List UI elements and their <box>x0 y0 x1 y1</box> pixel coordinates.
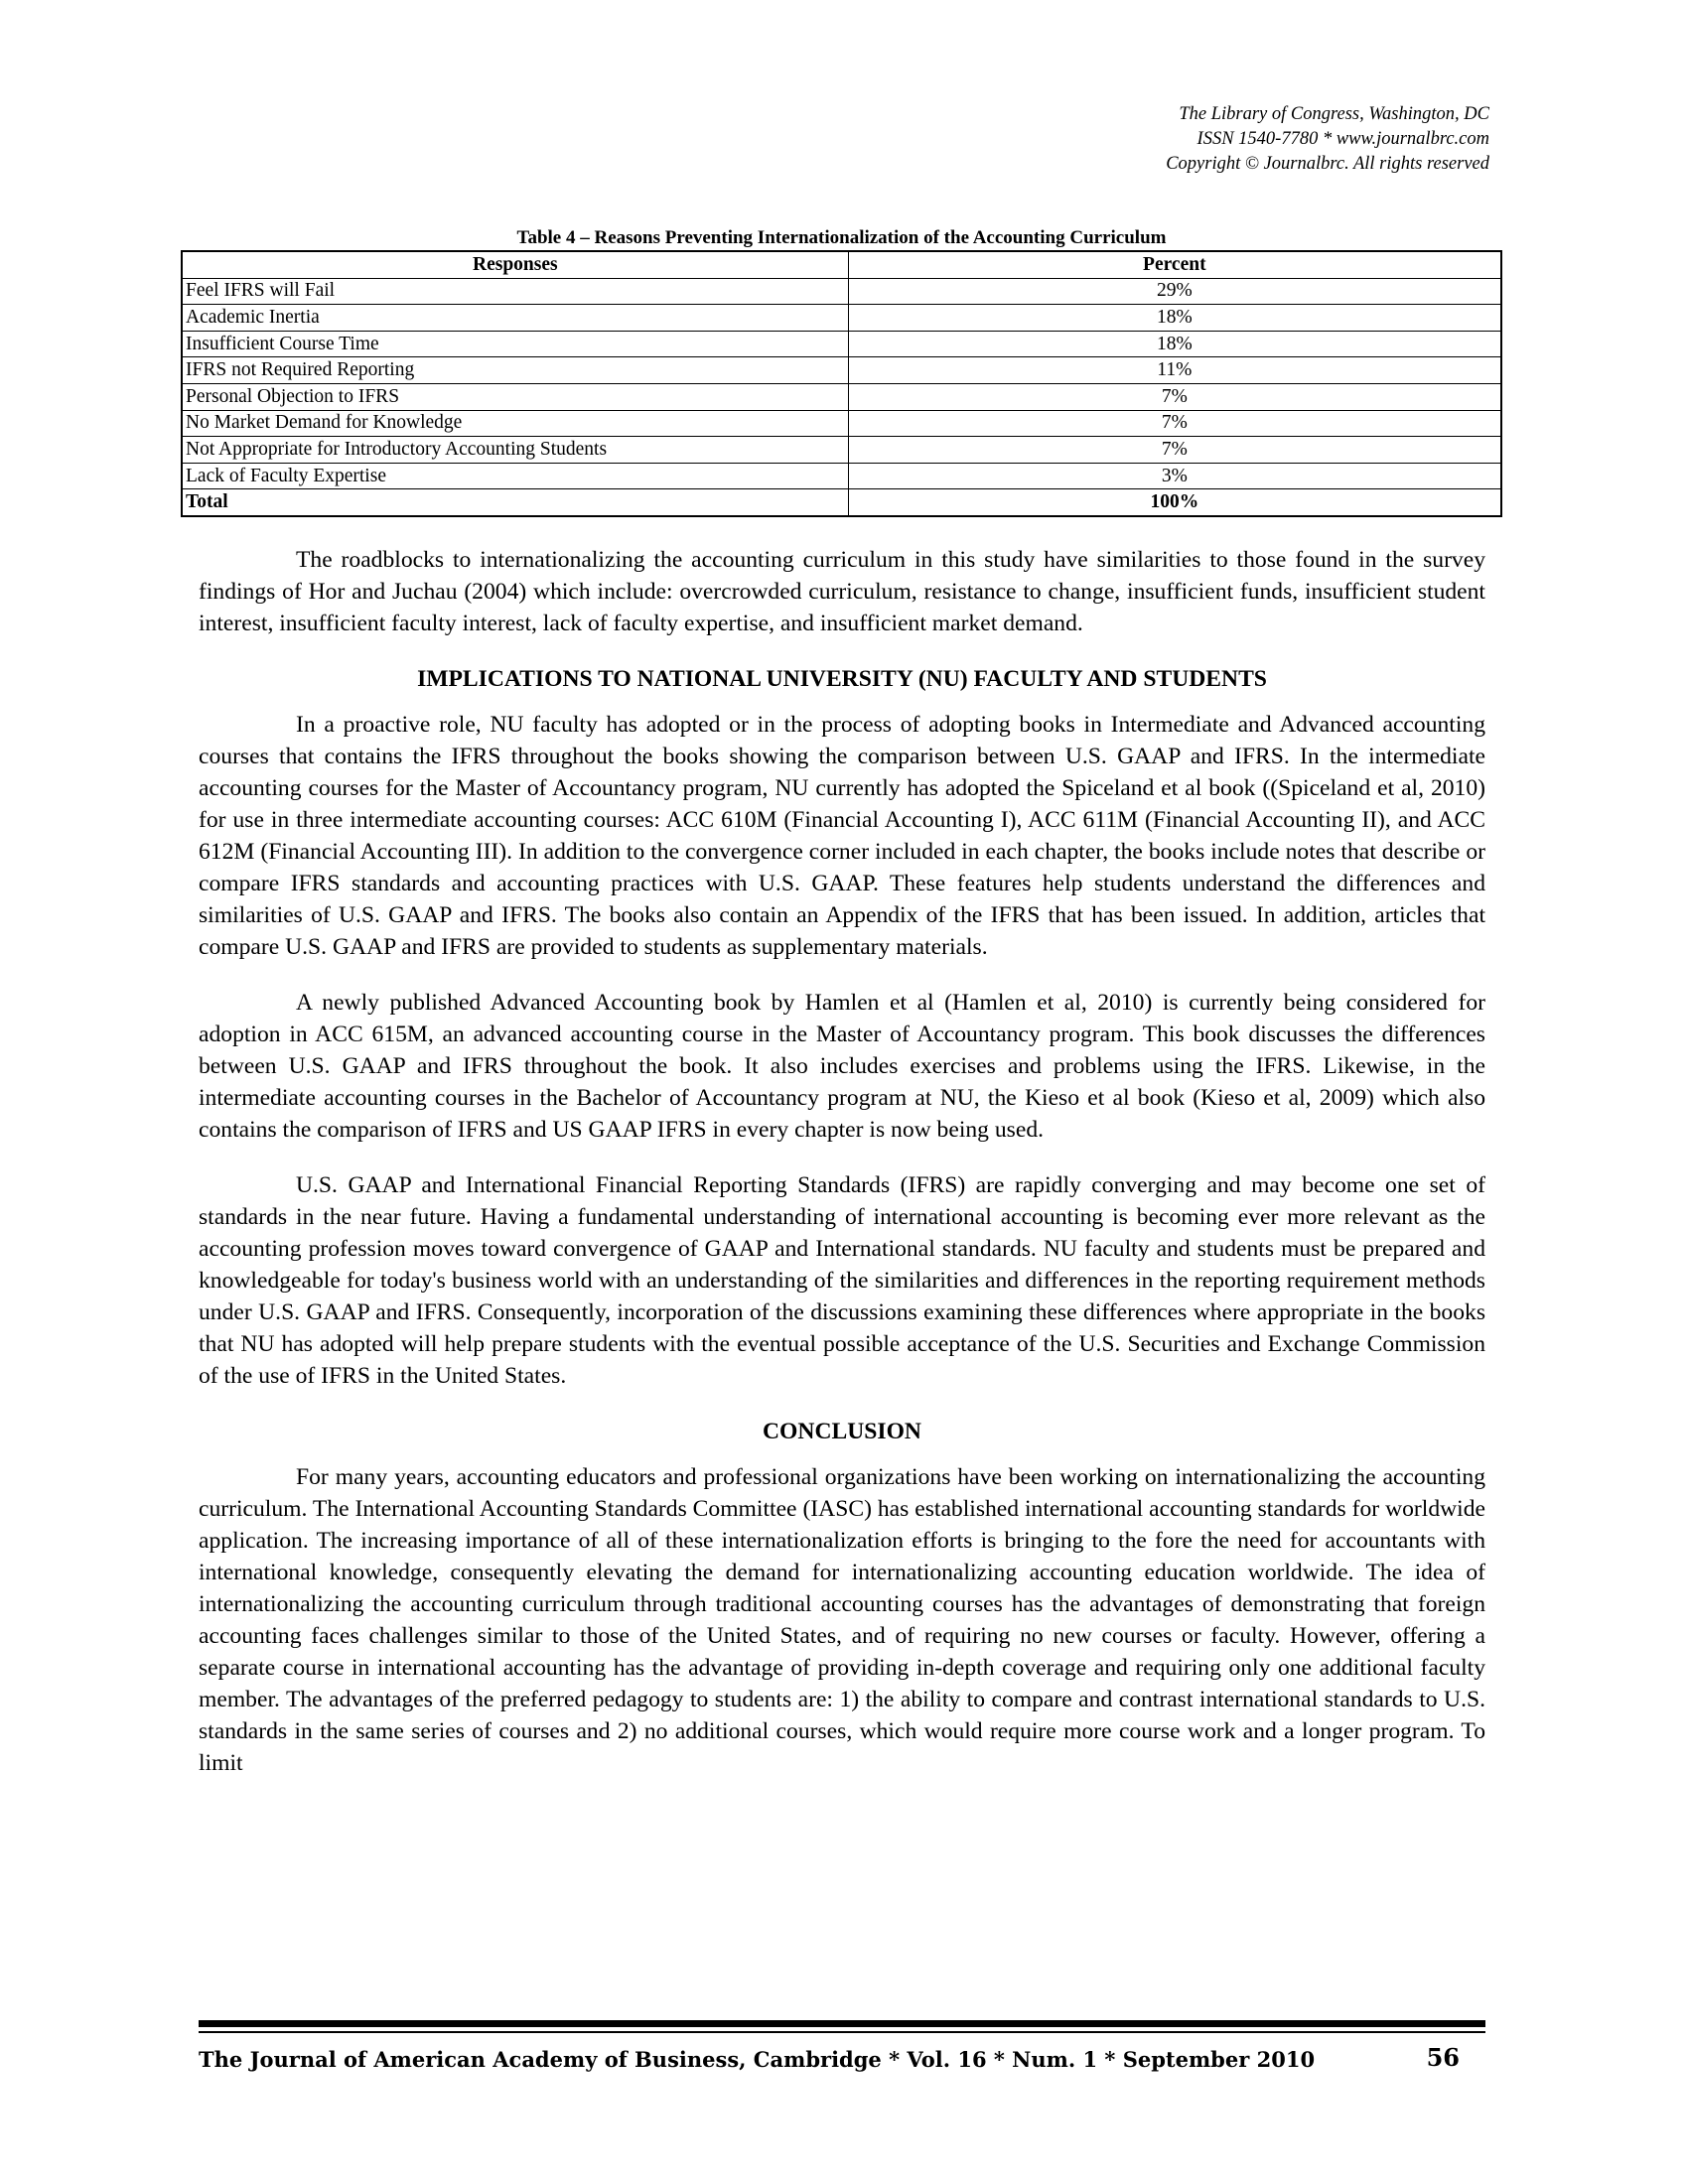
response-cell: IFRS not Required Reporting <box>182 357 848 384</box>
running-head-line-3: Copyright © Journalbrc. All rights reserved <box>1166 154 1489 174</box>
page-number: 56 <box>1426 2043 1460 2072</box>
table-row <box>182 305 1501 332</box>
paragraph-gaap-ifrs-converging: U.S. GAAP and International Financial Reporting Standards (IFRS) are rapidly converging and may become one set of standards in the near future. Having a fundamental understanding of international accounting is becoming ever more relevant as the accounting profession moves toward convergence of GAAP and International standards. NU faculty and students must be prepared and knowledgeable for today's business world with an understanding of the similarities and differences in the reporting requirement methods under U.S. GAAP and IFRS. Consequently, incorporation of the discussions examining these differences where appropriate in the books that NU has adopted will help prepare students with the eventual possible acceptance of the U.S. Securities and Exchange Commission of the use of IFRS in the United States. <box>199 1172 1485 1389</box>
footer-rule-thin <box>199 2031 1485 2033</box>
total-label-cell: Total <box>182 489 848 516</box>
running-head-line-1: The Library of Congress, Washington, DC <box>1179 104 1489 124</box>
total-percent-cell: 100% <box>848 489 1501 516</box>
percent-cell: 18% <box>848 331 1501 357</box>
running-head <box>1043 102 1489 177</box>
running-head-line-2: ISSN 1540-7780 * www.journalbrc.com <box>1196 129 1489 149</box>
response-cell: Not Appropriate for Introductory Accounting Students <box>182 437 848 464</box>
footer-rule-thick <box>199 2020 1485 2027</box>
table-header-row <box>182 251 1501 278</box>
response-cell: Personal Objection to IFRS <box>182 383 848 410</box>
paragraph-conclusion: For many years, accounting educators and professional organizations have been working on internationalizing the accounting curriculum. The International Accounting Standards Committee (IASC) has established international accounting standards for worldwide application. The increasing importance of all of these internationalization efforts is bringing to the fore the need for accountants with international knowledge, consequently elevating the demand for internationalizing accounting education worldwide. The idea of internationalizing the accounting curriculum through traditional accounting courses has the advantages of demonstrating that foreign accounting faces challenges similar to those of the United States, and of requiring no new courses or faculty. However, offering a separate course in international accounting has the advantage of providing in-depth coverage and requiring only one additional faculty member. The advantages of the preferred pedagogy to students are: 1) the ability to compare and contrast international standards to U.S. standards in the same series of courses and 2) no additional courses, which would require more course work and a longer program. To limit <box>199 1464 1485 1776</box>
response-cell: Academic Inertia <box>182 305 848 332</box>
article-body <box>199 544 1485 1803</box>
percent-cell: 7% <box>848 437 1501 464</box>
response-cell: Feel IFRS will Fail <box>182 278 848 305</box>
reasons-table <box>181 250 1502 517</box>
column-header-percent: Percent <box>848 251 1501 278</box>
percent-cell: 7% <box>848 383 1501 410</box>
section-heading-implications: IMPLICATIONS TO NATIONAL UNIVERSITY (NU) FACULTY AND STUDENTS <box>417 666 1267 692</box>
response-cell: Insufficient Course Time <box>182 331 848 357</box>
table-total-row <box>182 489 1501 516</box>
table-caption: Table 4 – Reasons Preventing Internationalization of the Accounting Curriculum <box>516 227 1167 248</box>
table-row <box>182 463 1501 489</box>
response-cell: Lack of Faculty Expertise <box>182 463 848 489</box>
table-row <box>182 410 1501 437</box>
table-row <box>182 278 1501 305</box>
paragraph-advanced-accounting-book: A newly published Advanced Accounting book by Hamlen et al (Hamlen et al, 2010) is currently being considered for adoption in ACC 615M, an advanced accounting course in the Master of Accountancy program. This book discusses the differences between U.S. GAAP and IFRS throughout the book. It also includes exercises and problems using the IFRS. Likewise, in the intermediate accounting courses in the Bachelor of Accountancy program at NU, the Kieso et al book (Kieso et al, 2009) which also contains the comparison of IFRS and US GAAP IFRS in every chapter is now being used. <box>199 990 1485 1143</box>
percent-cell: 7% <box>848 410 1501 437</box>
table-row <box>182 331 1501 357</box>
table-row <box>182 383 1501 410</box>
response-cell: No Market Demand for Knowledge <box>182 410 848 437</box>
paragraph-proactive-role: In a proactive role, NU faculty has adopted or in the process of adopting books in Intermediate and Advanced accounting courses that contains the IFRS throughout the books showing the comparison between U.S. GAAP and IFRS. In the intermediate accounting courses for the Master of Accountancy program, NU currently has adopted the Spiceland et al book ((Spiceland et al, 2010) for use in three intermediate accounting courses: ACC 610M (Financial Accounting I), ACC 611M (Financial Accounting II), and ACC 612M (Financial Accounting III). In addition to the convergence corner included in each chapter, the books include notes that describe or compare IFRS standards and accounting practices with U.S. GAAP. These features help students understand the differences and similarities of U.S. GAAP and IFRS. The books also contain an Appendix of the IFRS that has been issued. In addition, articles that compare U.S. GAAP and IFRS are provided to students as supplementary materials. <box>199 712 1485 960</box>
section-heading-conclusion: CONCLUSION <box>763 1419 921 1444</box>
column-header-responses: Responses <box>182 251 848 278</box>
table-row <box>182 437 1501 464</box>
percent-cell: 18% <box>848 305 1501 332</box>
journal-footer: The Journal of American Academy of Business, Cambridge * Vol. 16 * Num. 1 * September 2010 <box>199 2047 1316 2072</box>
table-4 <box>181 226 1502 517</box>
percent-cell: 11% <box>848 357 1501 384</box>
percent-cell: 3% <box>848 463 1501 489</box>
percent-cell: 29% <box>848 278 1501 305</box>
table-row <box>182 357 1501 384</box>
paragraph-roadblocks: The roadblocks to internationalizing the accounting curriculum in this study have similarities to those found in the survey findings of Hor and Juchau (2004) which include: overcrowded curriculum, resistance to change, insufficient funds, insufficient student interest, insufficient faculty interest, lack of faculty expertise, and insufficient market demand. <box>199 547 1485 636</box>
